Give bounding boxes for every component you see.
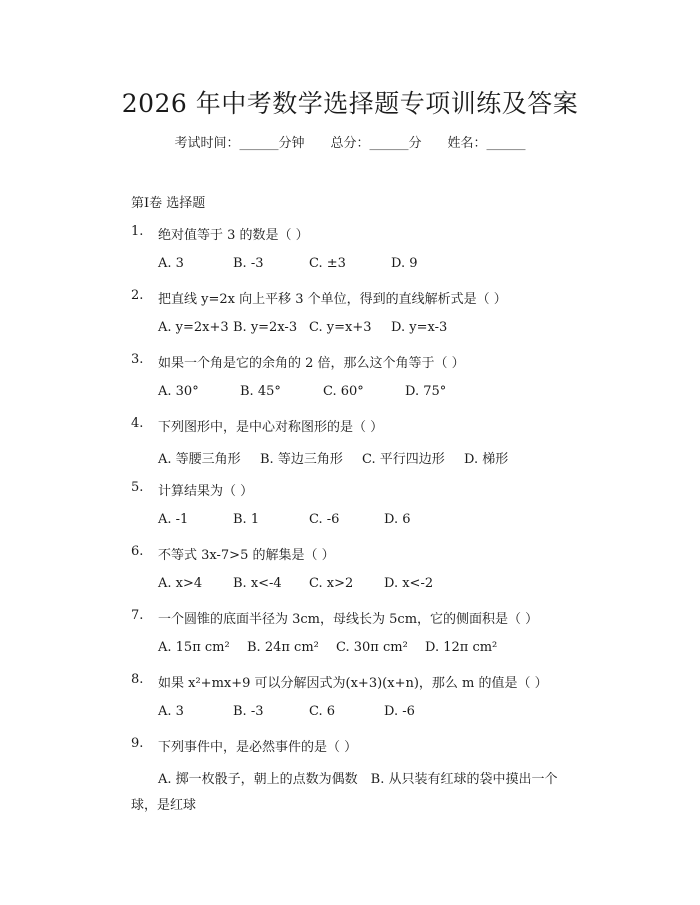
question-text: 下列事件中，是必然事件的是（ ） [158,740,358,755]
option-c: C. -6 [309,512,340,527]
question-number: 3. [131,352,144,367]
option-d: D. 9 [391,256,418,271]
question-9-options-line-2: 球，是红球 [131,798,197,813]
exam-info [0,132,700,151]
option-a: A. -1 [158,512,189,527]
page-title: 2026 年中考数学选择题专项训练及答案 [121,89,579,118]
option-b: B. 等边三角形 [260,452,343,467]
question-text: 下列图形中，是中心对称图形的是（ ） [158,420,384,435]
question-number: 2. [131,288,144,303]
exam-time-field: 考试时间：______分钟 [174,136,305,151]
option-a: A. 等腰三角形 [158,452,241,467]
question-number: 9. [131,736,144,751]
option-c: C. 6 [309,704,336,719]
question-number: 5. [131,480,144,495]
option-b: B. y=2x-3 [233,320,298,335]
option-d: D. -6 [384,704,415,719]
option-c: C. x>2 [309,576,354,591]
question-number: 6. [131,544,144,559]
option-d: D. x<-2 [384,576,434,591]
option-c: C. ±3 [309,256,346,271]
question-text: 一个圆锥的底面半径为 3cm，母线长为 5cm，它的侧面积是（ ） [158,612,539,627]
option-a: A. 3 [158,704,184,719]
option-c: C. 30π cm² [336,640,408,655]
option-c: C. 平行四边形 [362,452,445,467]
option-a: A. 15π cm² [158,640,230,655]
option-a: A. x>4 [158,576,203,591]
option-b: B. -3 [233,256,264,271]
option-d: D. 梯形 [464,452,509,467]
question-text: 绝对值等于 3 的数是（ ） [158,228,309,243]
question-text: 把直线 y=2x 向上平移 3 个单位，得到的直线解析式是（ ） [158,292,507,307]
question-text: 不等式 3x-7>5 的解集是（ ） [158,548,335,563]
option-c: C. y=x+3 [309,320,372,335]
question-text: 计算结果为（ ） [158,484,254,499]
option-d: D. y=x-3 [391,320,448,335]
option-a: A. y=2x+3 [158,320,229,335]
option-b: B. -3 [233,704,264,719]
option-b: B. 1 [233,512,260,527]
option-a: A. 3 [158,256,184,271]
question-number: 1. [131,224,144,239]
option-d: D. 75° [405,384,447,399]
question-number: 4. [131,416,144,431]
option-b: B. x<-4 [233,576,282,591]
section-title: 第Ⅰ卷 选择题 [131,196,206,211]
option-b: B. 24π cm² [247,640,319,655]
question-text: 如果一个角是它的余角的 2 倍，那么这个角等于（ ） [158,356,465,371]
option-b: B. 45° [240,384,281,399]
option-a: A. 30° [158,384,199,399]
question-number: 8. [131,672,144,687]
option-c: C. 60° [323,384,364,399]
student-name-field: 姓名：______ [447,136,526,151]
total-score-field: 总分：______分 [330,136,422,151]
option-d: D. 6 [384,512,411,527]
question-9-options-line-1: A. 掷一枚骰子，朝上的点数为偶数 B. 从只装有红球的袋中摸出一个 [158,772,558,787]
question-text: 如果 x²+mx+9 可以分解因式为(x+3)(x+n)，那么 m 的值是（ ） [158,676,548,691]
option-d: D. 12π cm² [425,640,498,655]
question-number: 7. [131,608,144,623]
